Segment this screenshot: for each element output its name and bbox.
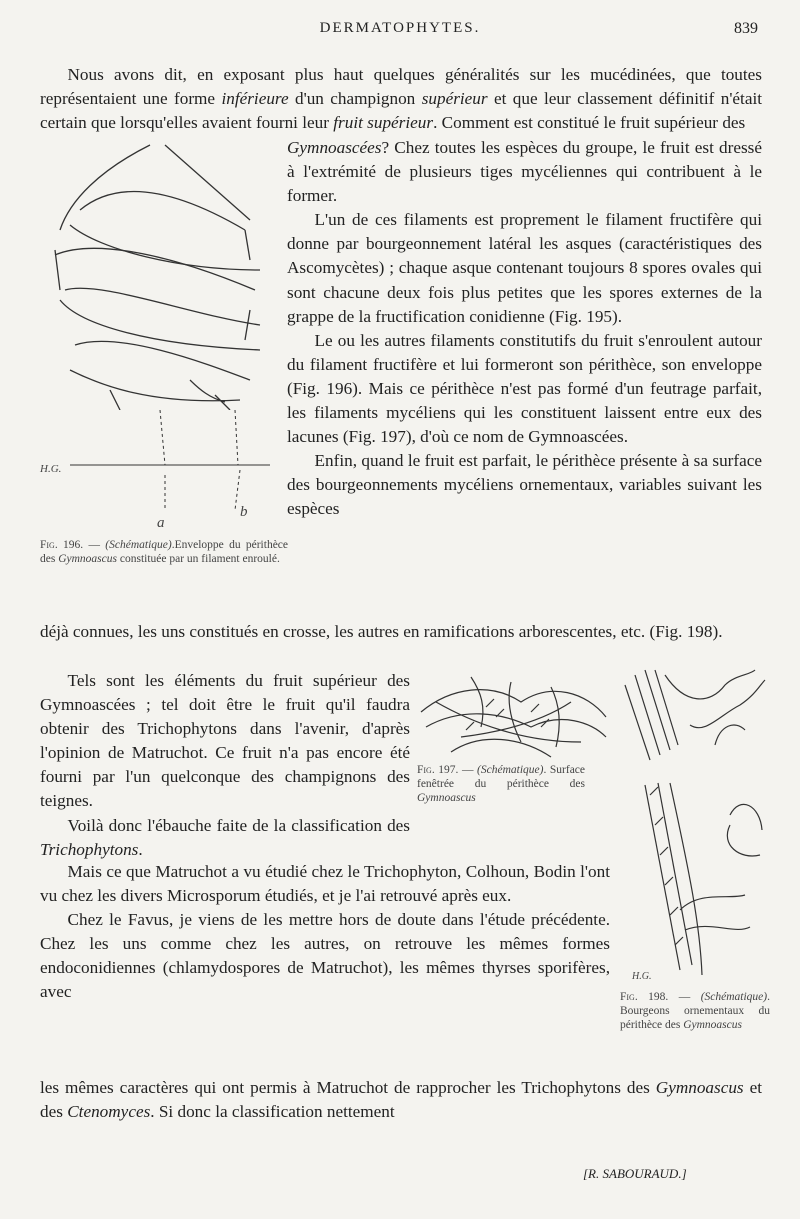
fig196-letter-b: b	[240, 504, 248, 520]
figure-196-envelope-illustration	[40, 140, 285, 410]
caption-fig198: Fig. 198. — (Schématique). Bourgeons ornementaux du périthèce des Gymnoascus	[620, 991, 770, 1031]
fig196-letter-a: a	[157, 515, 165, 531]
italic-gymnoascees: Gymnoascées	[287, 138, 382, 157]
figure-196-stems	[40, 410, 290, 520]
author-credit: [R. SABOURAUD.]	[583, 1166, 687, 1181]
intro-text-1: Nous avons dit, en exposant plus haut quelques généralités sur les mucédinées, que toutes représentaient une forme	[40, 65, 762, 109]
paragraph-enfin-continued: déjà connues, les uns constitués en crosse, les autres en ramifications arborescentes, etc. (Fig. 198).	[40, 622, 723, 641]
column-beside-fig198	[40, 860, 610, 1005]
paragraph-voila: Voilà donc l'ébauche faite de la classification des Trichophytons.	[40, 815, 410, 859]
paragraph-filament: L'un de ces filaments est proprement le filament fructifère qui donne par bourgeonnement latéral les asques (caractéristiques des Ascomycètes) ; chaque asque contenant toujours 8 spores ovales qui sont chacune deux fois plus petites que les spores externes de la grappe de la fructification conidienne (Fig. 195).	[287, 210, 762, 326]
paragraph-tels: Tels sont les éléments du fruit supérieur des Gymnoascées ; tel doit être le fruit qu'il faudra obtenir des Trichophytons dans l'avenir, d'après l'opinion de Matruchot. Ce fruit n'a pas encore été fourni par l'un quelconque des champignons des teignes.	[40, 671, 410, 811]
column-beside-fig196	[287, 136, 762, 522]
fig196-signature: H.G.	[40, 463, 62, 475]
paragraph-perithece: Le ou les autres filaments constitutifs du fruit s'enroulent autour du filament fructifère et lui formeront son périthèce, son enveloppe (Fig. 196). Mais ce périthèce n'est pas formé d'un feutrage parfait, les filaments mycéliens qui les constituent laissent entre eux des lacunes (Fig. 197), d'où ce nom de Gymnoascées.	[287, 330, 762, 447]
intro-text-3: et que leur classement définitif n'était certain que lorsqu'elles avaient fourni leur	[40, 89, 762, 133]
caption-fig197: Fig. 197. — (Schématique). Surface fenêtrée du périthèce des Gymnoascus	[417, 764, 586, 804]
intro-italic-fruit: fruit supérieur	[333, 113, 434, 133]
intro-text-4: . Comment est constitué le fruit supérieur des	[433, 113, 746, 133]
paragraph-favus: Chez le Favus, je viens de les mettre hors de doute dans l'étude précédente. Chez les uns comme chez les autres, on retrouve les mêmes formes endoconidiennes (chlamydospores de Matruchot), les mêmes thyrses sporifères, avec	[40, 910, 610, 1002]
paragraph-enfin: Enfin, quand le fruit est parfait, le périthèce présente à sa surface des bourgeonnements mycéliens ornementaux, variables suivant les espèces	[287, 451, 762, 519]
running-title: DERMATOPHYTES.	[319, 20, 481, 36]
figure-197-surface-illustration	[411, 672, 616, 762]
running-head	[0, 20, 800, 44]
figure-198-ornamental-buds-illustration	[610, 665, 770, 985]
column-beside-fig197	[40, 669, 410, 862]
page-number: 839	[734, 20, 758, 37]
paragraph-mais: Mais ce que Matruchot a vu étudié chez le Trichophyton, Colhoun, Bodin l'ont vu chez les divers Microsporum étudiés, et je l'ai retrouvé après eux.	[40, 862, 610, 906]
intro-italic-inferieure: inférieure	[221, 89, 289, 109]
caption-fig196: Fig. 196. — (Schématique).Enveloppe du périthèce des Gymnoascus constituée par un filament enroulé.	[40, 539, 289, 565]
intro-text-2: d'un champignon	[288, 89, 422, 109]
intro-italic-superieur: supérieur	[421, 89, 488, 109]
intro-tail: ? Chez toutes les espèces du groupe, le fruit est dressé à l'extrémité de plusieurs tiges mycéliennes qui contribuent à le former.	[287, 138, 762, 206]
paragraph-intro	[40, 63, 762, 135]
paragraph-favus-continued: les mêmes caractères qui ont permis à Matruchot de rapprocher les Trichophytons des Gymnoascus et des Ctenomyces. Si donc la classification nettement	[40, 1078, 762, 1122]
fig198-signature: H.G.	[632, 971, 652, 982]
